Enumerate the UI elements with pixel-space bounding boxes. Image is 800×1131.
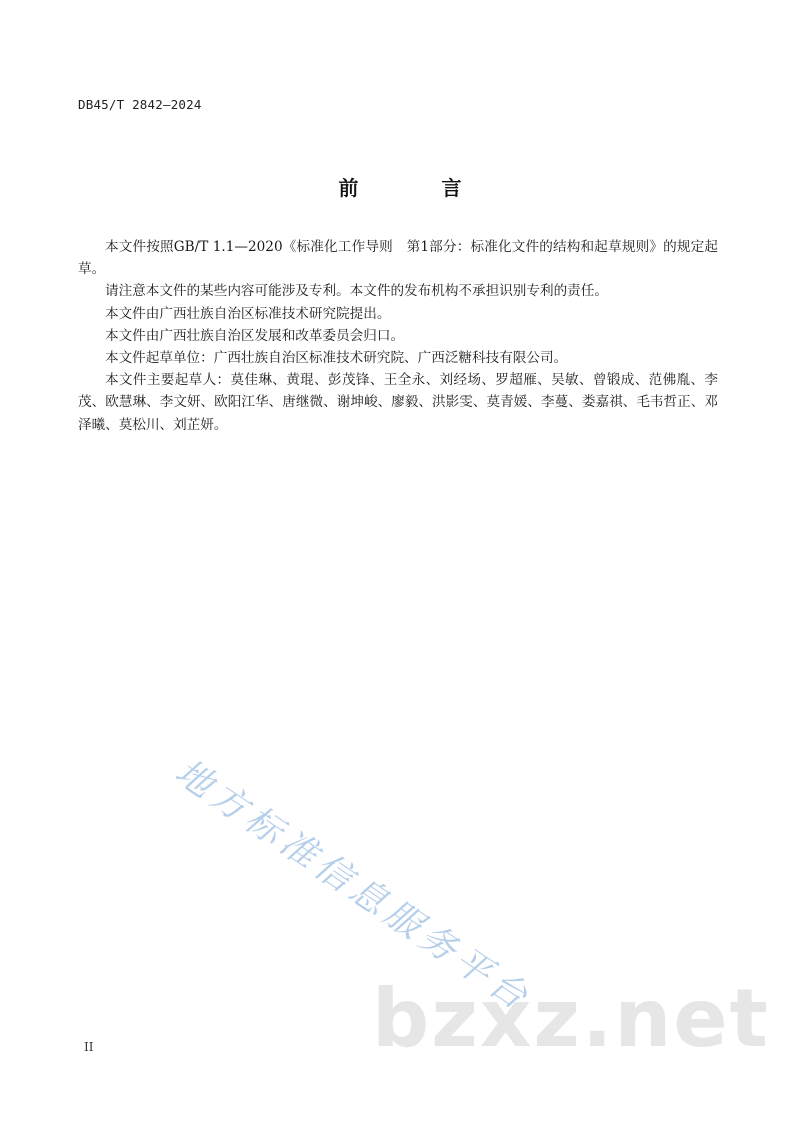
foreword-body [78,236,718,436]
document-code: DB45/T 2842—2024 [78,97,202,112]
watermark: 地方标准信息服务平台 [167,751,539,1021]
paragraph-drafting-units: 本文件起草单位：广西壮族自治区标准技术研究院、广西泛糖科技有限公司。 [105,350,568,367]
page-number: II [84,1040,94,1054]
paragraph-drafting-rules: 本文件按照GB/T 1.1—2020《标准化工作导则 第1部分：标准化文件的结构和起草规则》的规定起草。 [78,239,718,278]
page-title: 前 言 [338,176,500,200]
paragraph-patent-notice: 请注意本文件的某些内容可能涉及专利。本文件的发布机构不承担识别专利的责任。 [105,283,608,300]
paragraph-drafters: 本文件主要起草人：莫佳琳、黄琨、彭茂锋、王全永、刘经场、罗超雁、吴敏、曾锻成、范佛胤、李茂、欧慧琳、李文妍、欧阳江华、唐继微、谢坤峻、廖毅、洪影雯、莫青媛、李蔓、娄嘉祺、毛韦哲正、邓泽曦、莫松川、刘芷妍。 [78,372,718,433]
paragraph-proposer: 本文件由广西壮族自治区标准技术研究院提出。 [105,305,391,322]
paragraph-administrator: 本文件由广西壮族自治区发展和改革委员会归口。 [105,327,405,344]
site-watermark: bzxz.net [372,972,770,1065]
